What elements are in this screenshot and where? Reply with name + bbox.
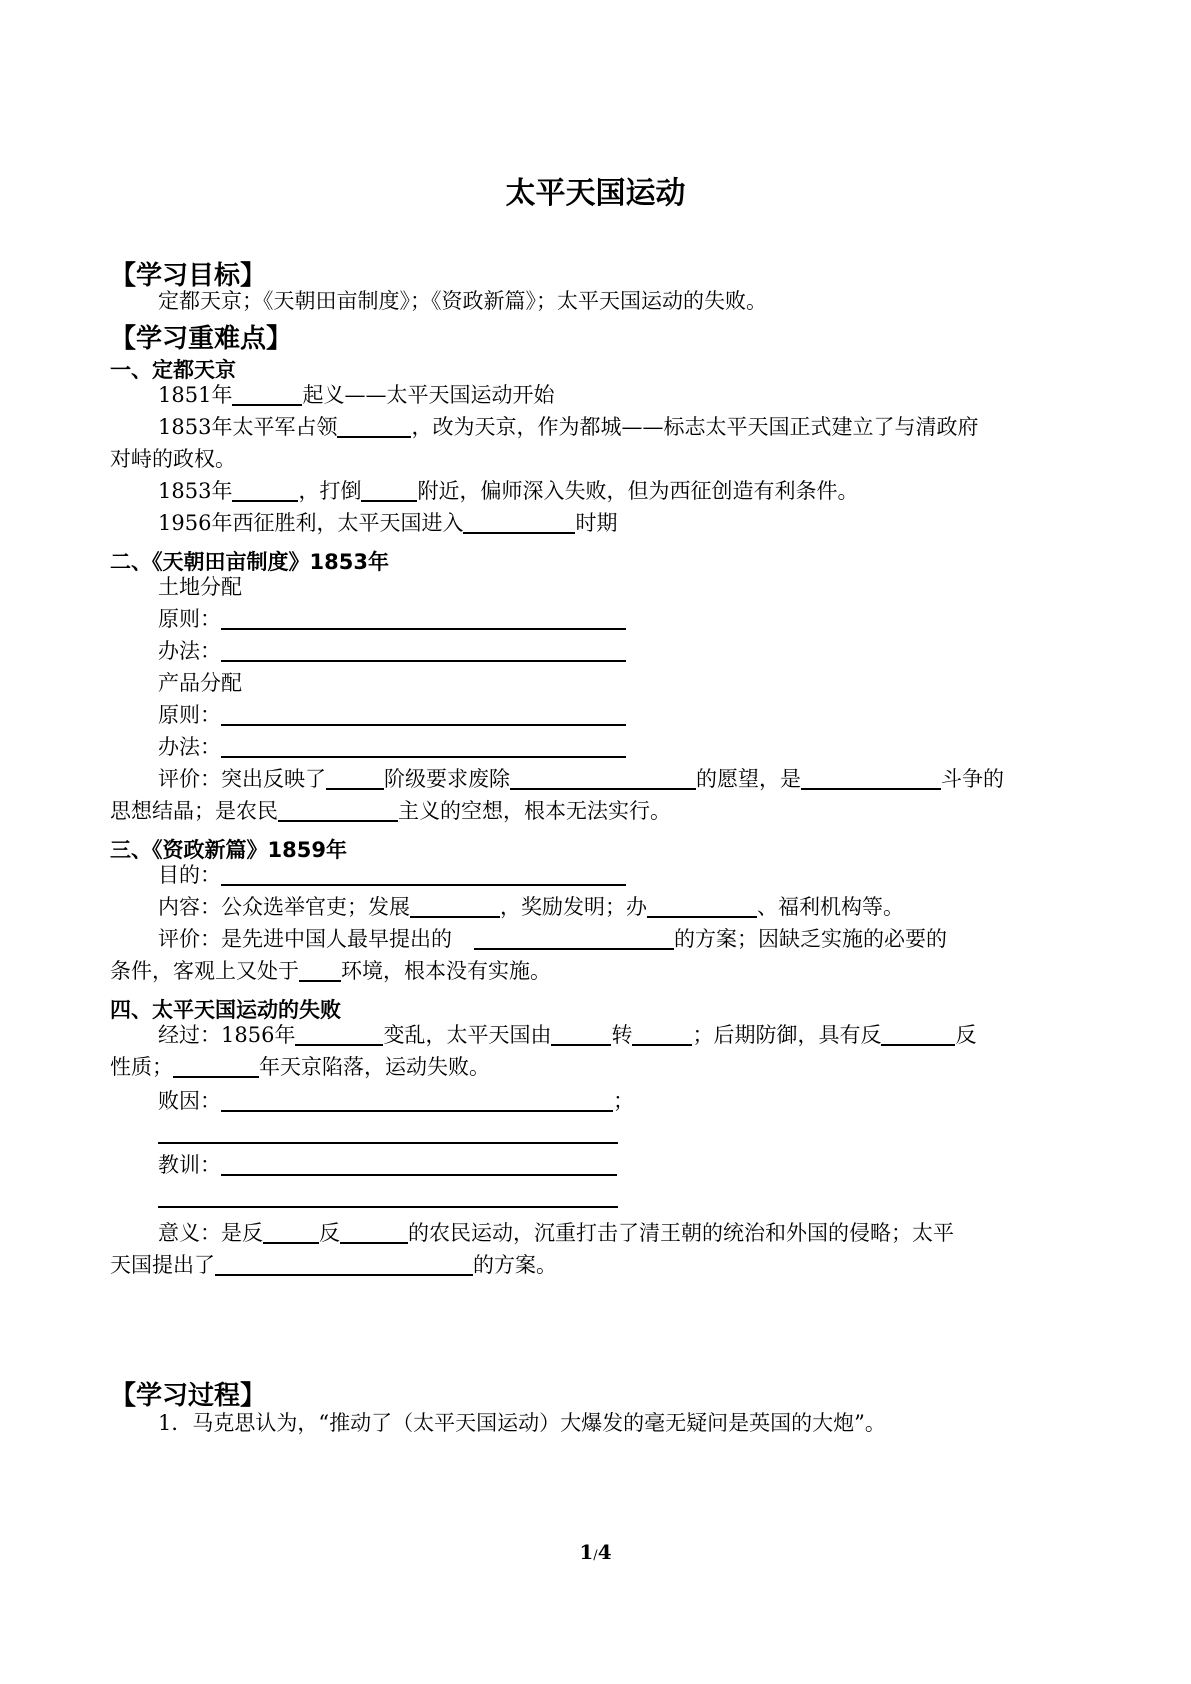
s4-meaning: 意义：是反 反 的农民运动，沉重打击了清王朝的统治和外国的侵略；太平: [158, 1221, 954, 1245]
blank[interactable]: [173, 1054, 259, 1078]
page-number: 1/4: [579, 1540, 612, 1564]
blank[interactable]: [410, 894, 500, 918]
s4-lesson-cont: [158, 1182, 618, 1212]
blank[interactable]: [463, 510, 575, 534]
s4-meaning-2: 天国提出了 的方案。: [110, 1253, 557, 1277]
s4-cause: 败因： ；: [158, 1089, 634, 1113]
s4-cause-cont: [158, 1118, 618, 1148]
blank[interactable]: [221, 1152, 617, 1176]
s4-lesson: 教训：: [158, 1150, 617, 1180]
page-title: 太平天国运动: [505, 176, 686, 211]
blank[interactable]: [295, 1022, 383, 1046]
blank[interactable]: [232, 382, 302, 406]
section-3-heading: 三、《资政新篇》1859年: [110, 838, 347, 862]
s3-eval: 评价：是先进中国人最早提出的 的方案；因缺乏实施的必要的: [158, 927, 947, 951]
s2-eval-2: 思想结晶；是农民 主义的空想，根本无法实行。: [110, 799, 671, 823]
s3-eval-2: 条件，客观上又处于 环境，根本没有实施。: [110, 959, 551, 983]
blank[interactable]: [221, 1088, 613, 1112]
s1-line-3: 对峙的政权。: [110, 447, 236, 471]
goals-text: 定都天京；《天朝田亩制度》；《资政新篇》；太平天国运动的失败。: [158, 289, 767, 313]
s2-method: 办法：: [158, 636, 626, 666]
s4-process: 经过：1856年 变乱，太平天国由 转 ；后期防御，具有反 反: [158, 1023, 977, 1047]
blank[interactable]: [551, 1022, 611, 1046]
blank[interactable]: [221, 702, 626, 726]
s2-land: 土地分配: [158, 575, 242, 599]
blank[interactable]: [647, 894, 757, 918]
blank[interactable]: [215, 1252, 473, 1276]
s3-content: 内容：公众选举官吏；发展 ，奖励发明；办 、福利机构等。: [158, 895, 904, 919]
blank[interactable]: [299, 958, 341, 982]
blank[interactable]: [326, 766, 384, 790]
blank[interactable]: [232, 478, 298, 502]
blank[interactable]: [474, 926, 674, 950]
s2-principle: 原则：: [158, 604, 626, 634]
blank[interactable]: [361, 478, 417, 502]
blank[interactable]: [221, 862, 626, 886]
blank[interactable]: [263, 1220, 319, 1244]
blank[interactable]: [158, 1120, 618, 1144]
blank[interactable]: [158, 1184, 618, 1208]
section-2-heading: 二、《天朝田亩制度》1853年: [110, 550, 389, 574]
process-heading: 【学习过程】: [110, 1381, 267, 1411]
blank[interactable]: [221, 638, 626, 662]
blank[interactable]: [278, 798, 398, 822]
s1-line-5: 1956年西征胜利，太平天国进入 时期: [158, 511, 618, 535]
blank[interactable]: [510, 766, 696, 790]
section-1-heading: 一、定都天京: [110, 358, 236, 382]
blank[interactable]: [221, 606, 626, 630]
s1-line-1: 1851年 起义——太平天国运动开始: [158, 383, 555, 407]
s4-process-2: 性质； 年天京陷落，运动失败。: [110, 1055, 490, 1079]
blank[interactable]: [340, 1220, 408, 1244]
s1-line-2: 1853年太平军占领 ，改为天京，作为都城——标志太平天国正式建立了与清政府: [158, 415, 979, 439]
s2-method-2: 办法：: [158, 732, 626, 762]
s3-purpose: 目的：: [158, 860, 626, 890]
process-question-1: 1．马克思认为，“推动了（太平天国运动）大爆发的毫无疑问是英国的大炮”。: [158, 1411, 886, 1435]
blank[interactable]: [801, 766, 941, 790]
goals-heading: 【学习目标】: [110, 261, 267, 291]
blank[interactable]: [632, 1022, 692, 1046]
s2-principle-2: 原则：: [158, 700, 626, 730]
s2-eval: 评价：突出反映了 阶级要求废除 的愿望，是 斗争的: [158, 767, 1004, 791]
blank[interactable]: [881, 1022, 955, 1046]
s1-line-4: 1853年 ，打倒 附近，偏师深入失败，但为西征创造有利条件。: [158, 479, 859, 503]
section-4-heading: 四、太平天国运动的失败: [110, 998, 341, 1022]
blank[interactable]: [337, 414, 411, 438]
key-points-heading: 【学习重难点】: [110, 324, 293, 354]
blank[interactable]: [221, 734, 626, 758]
s2-product: 产品分配: [158, 671, 242, 695]
